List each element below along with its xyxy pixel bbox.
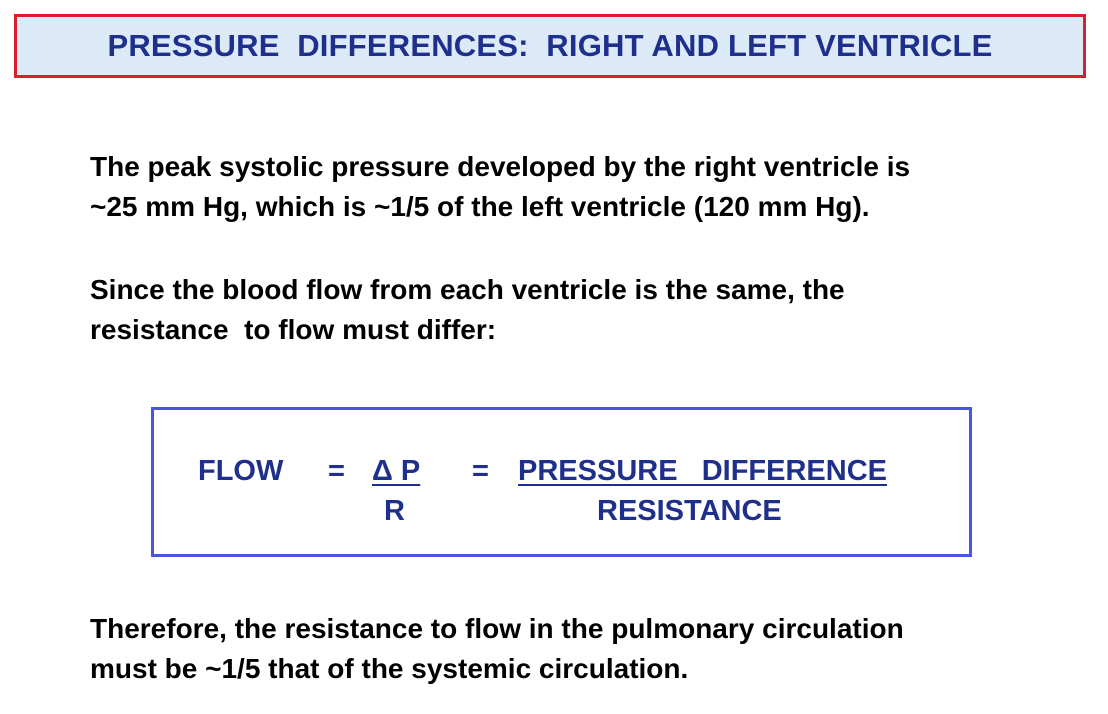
formula-equals-sign: = [472,455,489,487]
page-title: PRESSURE DIFFERENCES: RIGHT AND LEFT VENTRICLE [107,28,993,63]
formula-box [151,407,972,557]
paragraph-blood-flow [90,270,845,350]
paragraph-conclusion [90,609,904,689]
formula-flow-label: FLOW [198,455,284,487]
paragraph-line: must be ~1/5 that of the systemic circulation. [90,653,689,684]
paragraph-line: Therefore, the resistance to flow in the pulmonary circulation [90,613,904,644]
paragraph-line: ~25 mm Hg, which is ~1/5 of the left ventricle (120 mm Hg). [90,191,870,222]
paragraph-peak-pressure [90,147,910,227]
paragraph-line: Since the blood flow from each ventricle is the same, the [90,274,845,305]
formula-denominator-r: R [384,495,405,527]
formula-equals-sign: = [328,455,345,487]
formula-denominator-resistance: RESISTANCE [597,495,782,527]
paragraph-line: The peak systolic pressure developed by the right ventricle is [90,151,911,182]
title-banner [14,14,1086,78]
formula-numerator-delta-p: Δ P [372,455,421,487]
paragraph-line: resistance to flow must differ: [90,314,497,345]
formula-numerator-pressure-difference: PRESSURE DIFFERENCE [518,455,887,487]
